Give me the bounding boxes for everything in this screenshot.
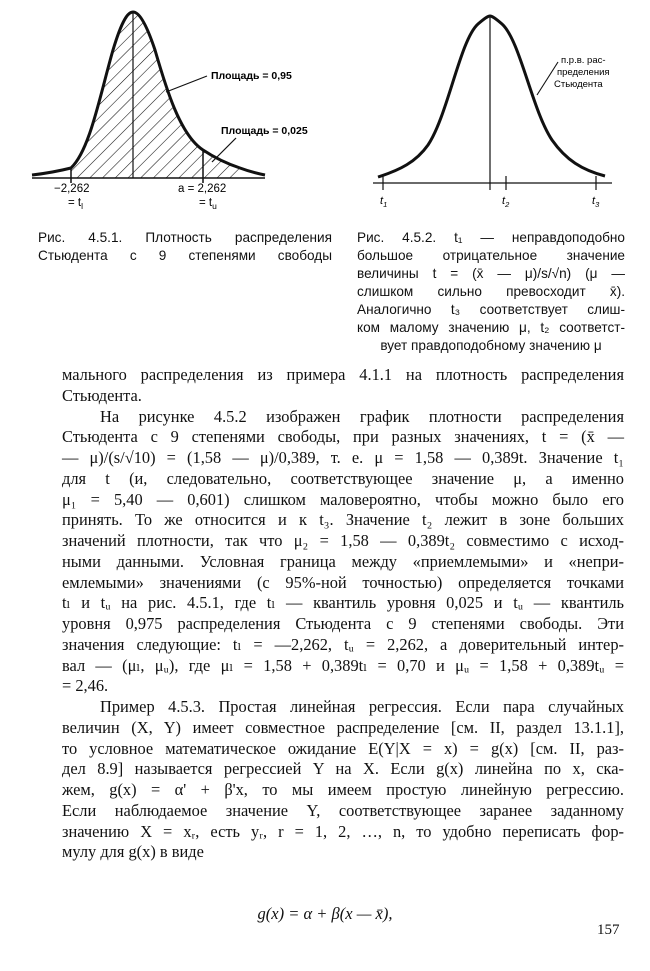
figure-student-density-areas bbox=[0, 0, 330, 225]
tick-right-value: a = 2,262 bbox=[178, 183, 227, 195]
caption-right-line: ком малому значению μ, t₂ соответст- bbox=[357, 320, 625, 335]
caption-right-line: вует правдоподобному значению μ bbox=[380, 338, 602, 353]
example-heading-line: Пример 4.5.3. Простая линейная регрессия. Если пара случайных bbox=[100, 697, 624, 716]
text-line: величин (X, Y) имеет совместное распределение [см. II, раздел 13.1.1], bbox=[62, 717, 624, 737]
area-central-hatch bbox=[71, 12, 203, 178]
label-area-095: Площадь = 0,95 bbox=[211, 70, 292, 82]
caption-right-line: Рис. 4.5.2. t₁ — неправдоподобно bbox=[357, 230, 625, 245]
text-line: tₗ и tᵤ на рис. 4.5.1, где tₗ — квантиль уровня 0,025 и tᵤ — квантиль bbox=[62, 593, 624, 613]
text-line: жем, g(x) = α' + β'x, то мы имеем простую линейную регрессию. bbox=[62, 780, 624, 799]
text-line: вал — (μₗ, μᵤ), где μₗ = 1,58 + 0,389tₗ = 0,70 и μᵤ = 1,58 + 0,389tᵤ = bbox=[62, 655, 624, 675]
text-line: то условное математическое ожидание E(Y|X = x) = g(x) [см. II, раз- bbox=[62, 738, 624, 758]
caption-right-line: Аналогично t₃ соответствует слиш- bbox=[357, 302, 625, 317]
text-line: — μ)/(s/√10) = (1,58 — μ)/0,389, т. е. μ = 1,58 — 0,389t. Значение t₁ bbox=[62, 448, 624, 467]
caption-right-line: большое отрицательное значение bbox=[357, 248, 625, 263]
text-line: ными данными. Условная граница между «приемлемыми» и «непри- bbox=[62, 551, 624, 571]
tick-t3: $t_3$ bbox=[592, 195, 600, 209]
tick-right-var: = $t_u$ bbox=[199, 197, 217, 211]
text-line: принять. То же относится и к t₃. Значение t₂ лежит в зоне больших bbox=[62, 510, 624, 530]
text-line: значения следующие: tₗ = —2,262, tᵤ = 2,262, а доверительный интер- bbox=[62, 634, 624, 654]
page-number: 157 bbox=[597, 922, 620, 938]
tick-t2: $t_2$ bbox=[502, 195, 510, 209]
tick-t1: $t_1$ bbox=[380, 195, 388, 209]
text-line: уровня 0,975 распределения Стьюдента с 9 степенями свободы. Эти bbox=[62, 614, 624, 633]
caption-right-line: величины t = (x̄ — μ)/s/√n) (μ — bbox=[357, 266, 625, 281]
leader-0025 bbox=[212, 138, 236, 162]
caption-left-line: Рис. 4.5.1. Плотность распределения bbox=[38, 230, 332, 245]
text-line: емлемыми» значениями (с 95%-ной точностью) определяется точками bbox=[62, 572, 624, 592]
text-line: для t (и, следовательно, соответствующее значение μ, а именно bbox=[62, 468, 624, 488]
body-text bbox=[62, 365, 624, 863]
text-line: Если наблюдаемое значение Y, соответствующее заранее заданному bbox=[62, 800, 624, 820]
text-line: мулу для g(x) в виде bbox=[62, 842, 204, 862]
text-line: На рисунке 4.5.2 изображен график плотности распределения bbox=[100, 406, 624, 426]
curve-label-line2: пределения bbox=[557, 67, 610, 78]
text-line: значений плотности, так что μ₂ = 1,58 — 0,389t₂ совместимо с исход- bbox=[62, 531, 624, 550]
caption-right bbox=[357, 229, 625, 355]
text-line: = 2,46. bbox=[62, 676, 109, 696]
text-line: значению X = xᵣ, есть yᵣ, r = 1, 2, …, n, то удобно переписать фор- bbox=[62, 821, 624, 841]
text-line: Стьюдента. bbox=[62, 385, 142, 405]
density-curve-right bbox=[378, 16, 605, 177]
caption-left-line: Стьюдента с 9 степенями свободы bbox=[38, 248, 332, 263]
tick-left-var: = $t_l$ bbox=[68, 197, 83, 211]
caption-right-line: слишком сильно превосходит x̄). bbox=[357, 284, 625, 299]
curve-label-line3: Стьюдента bbox=[554, 79, 603, 90]
figure-student-density-t-values bbox=[330, 0, 650, 225]
text-line: μ₁ = 5,40 — 0,601) слишком маловероятно, чтобы можно было его bbox=[62, 489, 624, 509]
leader-095 bbox=[166, 76, 207, 92]
text-line: дел 8.9] называется регрессией Y на X. Если g(x) линейна по x, ска- bbox=[62, 759, 624, 779]
regression-formula: g(x) = α + β(x — x̄), bbox=[257, 904, 393, 923]
caption-left bbox=[38, 229, 332, 265]
text-line: мального распределения из примера 4.1.1 на плотность распределения bbox=[62, 365, 624, 384]
text-line: Стьюдента с 9 степенями свободы, при разных значениях, t = (x̄ — bbox=[62, 427, 624, 447]
curve-label-line1: п.р.в. рас- bbox=[561, 55, 606, 66]
tick-left-value: −2,262 bbox=[54, 183, 90, 195]
label-area-0025: Площадь = 0,025 bbox=[221, 125, 308, 137]
